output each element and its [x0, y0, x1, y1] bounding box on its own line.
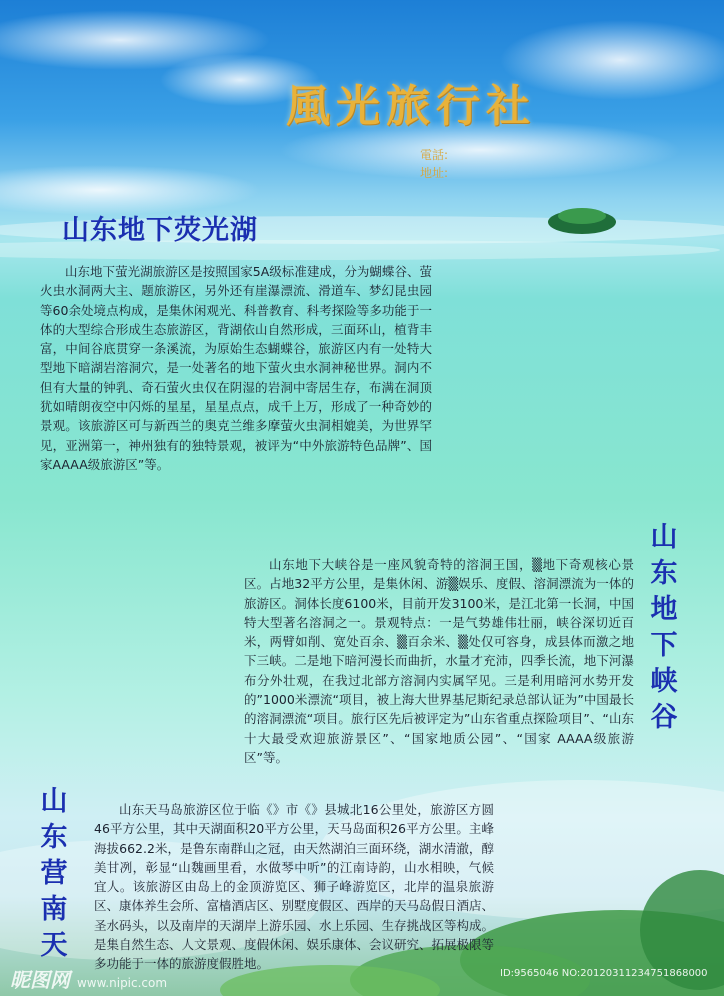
address-label: 地址: [420, 166, 449, 180]
watermark-image-id: ID:9565046 NO:20120311234751868000 [500, 968, 708, 979]
section-body-fluorescent-lake: 山东地下萤光湖旅游区是按照国家5A级标准建成，分为蝴蝶谷、萤火虫水洞两大主、题旅游区，另外还有崖瀑漂流、滑道车、梦幻昆虫园等60余处境点构成，是集休闲观光、科普教育、科考探险等多功能于一体的大型综合形成生态旅游区，背湖依山自然形成，三面环山，植背丰富，中间谷底贯穿一条溪流，为原始生态蝴蝶谷，旅游区内有一处特大型地下暗湖岩溶洞穴，是一处著名的地下萤火虫水洞神秘世界。洞内不但有大量的钟乳、奇石萤火虫仅在阴湿的岩洞中寄居生存，布满在洞顶犹如晴朗夜空中闪烁的星星，星星点点，成千上万，形成了一种奇妙的景观。该旅游区可与新西兰的奥克兰维多摩萤火虫洞相媲美，为世界罕见，亚洲第一，神州独有的独特景观，被评为“中外旅游特色品牌”、国家AAAA级旅游区”等。 [40, 264, 432, 472]
section-body-tianma-island: 山东天马岛旅游区位于临《》市《》县城北16公里处，旅游区方圆46平方公里，其中天湖面积20平方公里，天马岛面积26平方公里。主峰海拔662.2米，是鲁东南群山之冠，由天然湖泊三面环绕，湖水清澈，醇美甘冽，彰显“山魏画里看，水做琴中听”的江南诗韵，山水相映，气候宜人。该旅游区由岛上的金顶游览区、狮子峰游览区，北岸的温泉旅游区、康体养生会所、富樯酒店区、别墅度假区、西岸的天马岛假日酒店、圣水码头，以及南岸的天湖岸上游乐园、水上乐园、生存挑战区等构成。是集自然生态、人文景观、度假休闲、娱乐康体、会议研究、拓展极限等多功能于一体的旅游度假胜地。 [94, 802, 495, 972]
section-body-underground-canyon: 山东地下大峡谷是一座风貌奇特的溶洞王国，▒地下奇观核心景区。占地32平方公里，是集休闲、游▒娱乐、度假、溶洞漂流为一体的旅游区。洞体长度6100米，目前开发3100米，是江北第一长洞，中国特大型著名溶洞之一。景观特点：一是气势雄伟壮丽，峡谷深切近百米，两臂如削、宽处百余、▒百余米、▒处仅可容身，成县体而激之地下三峡。二是地下暗河漫长而曲折，水量才充沛，四季长流，地下河瀑布分外壮观，在我过北部方溶洞内实属罕见。三是利用暗河水势开发的”1000米漂流“项目，被上海大世界基尼斯纪录总部认证为”中国最长的溶洞漂流“项目。旅行区先后被评定为”山东省重点探险项目”、“山东十大最受欢迎旅游景区”、“国家地质公园”、“国家 AAAA级旅游区”等。 [244, 557, 634, 765]
section-title-underground-canyon: 山东地下峡谷 [650, 522, 678, 733]
watermark-logo-text: 昵图网 [10, 968, 70, 992]
phone-label: 電話: [420, 148, 449, 162]
watermark-site: www.nipic.com [76, 976, 168, 990]
section-title-tianma-island: 山东营南天 [40, 786, 68, 961]
contact-info [420, 146, 448, 182]
watermark-logo [10, 964, 167, 993]
section-title-fluorescent-lake: 山东地下荧光湖 [62, 215, 258, 246]
agency-brand-title: 風光旅行社 [286, 81, 536, 132]
